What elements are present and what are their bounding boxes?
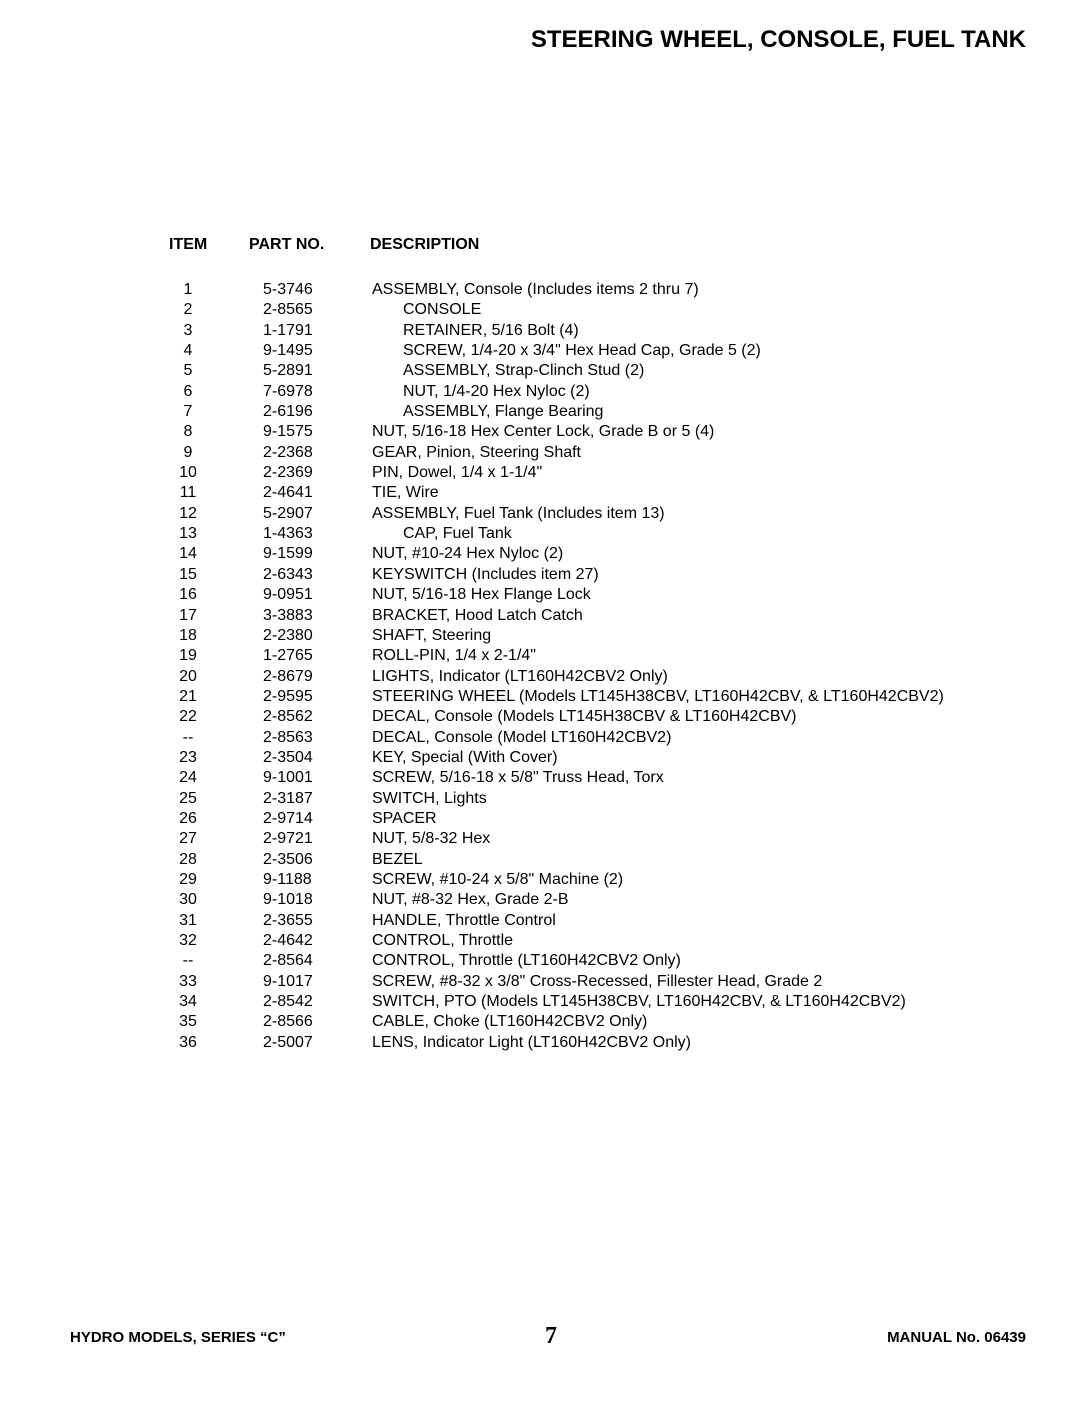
table-row [0, 789, 1080, 809]
page-title: STEERING WHEEL, CONSOLE, FUEL TANK [530, 26, 1026, 53]
part-description: NUT, 5/16-18 Hex Center Lock, Grade B or 5 (4) [372, 423, 715, 441]
table-row [0, 1012, 1080, 1032]
part-description: CONSOLE [403, 301, 482, 319]
item-number: 2 [183, 301, 193, 319]
part-description: ROLL-PIN, 1/4 x 2-1/4" [372, 647, 536, 665]
part-number: 2-3187 [263, 789, 313, 807]
part-number: 2-8566 [263, 1013, 313, 1031]
part-number: 2-8562 [263, 708, 313, 726]
part-number: 2-3655 [263, 911, 313, 929]
table-body [0, 280, 1080, 1053]
part-description: TIE, Wire [372, 484, 439, 502]
item-number: 34 [179, 993, 197, 1011]
table-row [0, 585, 1080, 605]
part-number: 2-3506 [263, 850, 313, 868]
part-description: SWITCH, Lights [372, 789, 487, 807]
part-description: DECAL, Console (Model LT160H42CBV2) [372, 728, 672, 746]
item-number: -- [182, 728, 194, 746]
item-number: 30 [179, 891, 197, 909]
item-number: 27 [179, 830, 197, 848]
item-number: 24 [179, 769, 197, 787]
part-number: 1-2765 [263, 647, 313, 665]
item-number: 19 [179, 647, 197, 665]
item-number: 5 [183, 362, 193, 380]
item-number: 11 [179, 484, 197, 502]
part-description: LIGHTS, Indicator (LT160H42CBV2 Only) [372, 667, 668, 685]
part-description: LENS, Indicator Light (LT160H42CBV2 Only) [372, 1033, 691, 1051]
table-row [0, 524, 1080, 544]
table-row [0, 1033, 1080, 1053]
part-number: 9-1018 [263, 891, 313, 909]
table-row [0, 626, 1080, 646]
item-number: 6 [183, 382, 193, 400]
table-row [0, 443, 1080, 463]
part-description: NUT, #8-32 Hex, Grade 2-B [372, 891, 569, 909]
page-number: 7 [545, 1323, 557, 1349]
table-row [0, 504, 1080, 524]
part-description: SWITCH, PTO (Models LT145H38CBV, LT160H42CBV, & LT160H42CBV2) [372, 993, 906, 1011]
table-row [0, 361, 1080, 381]
part-number: 2-5007 [263, 1033, 313, 1051]
part-description: SPACER [372, 809, 437, 827]
part-number: 7-6978 [263, 382, 313, 400]
part-number: 9-1599 [263, 545, 313, 563]
table-row [0, 870, 1080, 890]
table-row [0, 728, 1080, 748]
part-description: ASSEMBLY, Console (Includes items 2 thru 7) [372, 281, 699, 298]
table-row [0, 972, 1080, 992]
header-item: ITEM [169, 236, 208, 253]
parts-table [0, 236, 1080, 1051]
item-number: 33 [179, 972, 197, 990]
table-row [0, 809, 1080, 829]
part-description: GEAR, Pinion, Steering Shaft [372, 443, 581, 461]
part-number: 2-6196 [263, 403, 313, 421]
part-number: 2-8564 [263, 952, 313, 970]
part-number: 2-9714 [263, 809, 313, 827]
part-number: 2-8679 [263, 667, 313, 685]
item-number: 12 [179, 504, 197, 522]
table-row [0, 707, 1080, 727]
part-number: 2-9595 [263, 687, 313, 705]
table-header [0, 236, 1080, 260]
table-row [0, 544, 1080, 564]
part-number: 9-1001 [263, 769, 313, 787]
item-number: 36 [179, 1033, 197, 1051]
item-number: 10 [179, 464, 197, 482]
table-row [0, 768, 1080, 788]
item-number: 8 [183, 423, 193, 441]
table-row [0, 463, 1080, 483]
table-row [0, 992, 1080, 1012]
part-description: STEERING WHEEL (Models LT145H38CBV, LT160H42CBV, & LT160H42CBV2) [372, 687, 944, 705]
page-footer [0, 1323, 1080, 1353]
part-description: SCREW, 1/4-20 x 3/4" Hex Head Cap, Grade 5 (2) [403, 342, 761, 360]
part-number: 9-1495 [263, 342, 313, 360]
part-number: 9-1188 [263, 870, 312, 888]
table-row [0, 300, 1080, 320]
part-number: 2-8563 [263, 728, 313, 746]
part-number: 3-3883 [263, 606, 313, 624]
item-number: 25 [179, 789, 197, 807]
table-row [0, 422, 1080, 442]
part-description: CABLE, Choke (LT160H42CBV2 Only) [372, 1013, 648, 1031]
part-description: NUT, 1/4-20 Hex Nyloc (2) [403, 382, 590, 400]
part-description: NUT, 5/16-18 Hex Flange Lock [372, 586, 591, 604]
part-description: KEY, Special (With Cover) [372, 748, 558, 766]
item-number: 4 [183, 342, 193, 360]
table-row [0, 321, 1080, 341]
part-description: CONTROL, Throttle (LT160H42CBV2 Only) [372, 952, 681, 970]
part-number: 2-6343 [263, 565, 313, 583]
item-number: 29 [179, 870, 197, 888]
item-number: 17 [179, 606, 197, 624]
item-number: 15 [179, 565, 197, 583]
part-number: 2-4641 [263, 484, 313, 502]
item-number: 14 [179, 545, 197, 563]
part-number: 1-1791 [263, 321, 313, 339]
table-row [0, 850, 1080, 870]
part-description: ASSEMBLY, Flange Bearing [403, 403, 604, 421]
item-number: 28 [179, 850, 197, 868]
part-number: 9-1575 [263, 423, 313, 441]
header-part-no: PART NO. [249, 236, 325, 253]
table-row [0, 687, 1080, 707]
part-description: RETAINER, 5/16 Bolt (4) [403, 321, 579, 339]
table-row [0, 402, 1080, 422]
part-description: SCREW, 5/16-18 x 5/8" Truss Head, Torx [372, 769, 664, 787]
table-row [0, 667, 1080, 687]
table-row [0, 931, 1080, 951]
table-row [0, 646, 1080, 666]
table-row [0, 911, 1080, 931]
part-number: 2-2368 [263, 443, 313, 461]
part-description: CAP, Fuel Tank [403, 525, 512, 543]
table-row [0, 565, 1080, 585]
part-description: CONTROL, Throttle [372, 932, 514, 949]
table-row [0, 748, 1080, 768]
item-number: 31 [179, 911, 197, 929]
part-description: SHAFT, Steering [372, 626, 492, 644]
item-number: 3 [183, 321, 193, 339]
part-number: 2-3504 [263, 748, 313, 766]
table-row [0, 341, 1080, 361]
part-description: BRACKET, Hood Latch Catch [372, 606, 583, 624]
part-description: SCREW, #8-32 x 3/8" Cross-Recessed, Fillester Head, Grade 2 [372, 972, 823, 990]
part-number: 2-2369 [263, 464, 313, 482]
item-number: 7 [183, 403, 193, 421]
item-number: 20 [179, 667, 197, 685]
item-number: 32 [179, 932, 197, 949]
item-number: 1 [183, 281, 193, 298]
item-number: 18 [179, 626, 197, 644]
part-description: ASSEMBLY, Strap-Clinch Stud (2) [403, 362, 645, 380]
item-number: 23 [179, 748, 197, 766]
table-row [0, 829, 1080, 849]
manual-number: MANUAL No. 06439 [887, 1329, 1026, 1346]
part-number: 5-2907 [263, 504, 313, 522]
table-row [0, 951, 1080, 971]
part-description: PIN, Dowel, 1/4 x 1-1/4" [372, 464, 543, 482]
table-row [0, 606, 1080, 626]
item-number: 21 [179, 687, 197, 705]
part-description: HANDLE, Throttle Control [372, 911, 556, 929]
part-number: 2-2380 [263, 626, 313, 644]
header-description: DESCRIPTION [370, 236, 480, 253]
table-row [0, 280, 1080, 300]
item-number: -- [182, 952, 194, 970]
part-description: NUT, 5/8-32 Hex [372, 830, 491, 848]
table-row [0, 382, 1080, 402]
part-number: 2-9721 [263, 830, 313, 848]
part-description: KEYSWITCH (Includes item 27) [372, 565, 599, 583]
part-number: 2-4642 [263, 932, 313, 949]
table-row [0, 483, 1080, 503]
part-description: DECAL, Console (Models LT145H38CBV & LT160H42CBV) [372, 708, 797, 726]
footer-series: HYDRO MODELS, SERIES “C” [70, 1329, 286, 1346]
part-number: 1-4363 [263, 525, 313, 543]
item-number: 22 [179, 708, 197, 726]
item-number: 13 [179, 525, 197, 543]
part-number: 2-8542 [263, 993, 313, 1011]
part-description: SCREW, #10-24 x 5/8" Machine (2) [372, 870, 624, 888]
part-description: NUT, #10-24 Hex Nyloc (2) [372, 545, 564, 563]
part-description: BEZEL [372, 850, 423, 868]
part-number: 5-3746 [263, 281, 313, 298]
item-number: 9 [183, 443, 193, 461]
part-description: ASSEMBLY, Fuel Tank (Includes item 13) [372, 504, 665, 522]
item-number: 16 [179, 586, 197, 604]
part-number: 2-8565 [263, 301, 313, 319]
item-number: 26 [179, 809, 197, 827]
part-number: 9-1017 [263, 972, 313, 990]
table-row [0, 890, 1080, 910]
part-number: 5-2891 [263, 362, 313, 380]
item-number: 35 [179, 1013, 197, 1031]
part-number: 9-0951 [263, 586, 313, 604]
